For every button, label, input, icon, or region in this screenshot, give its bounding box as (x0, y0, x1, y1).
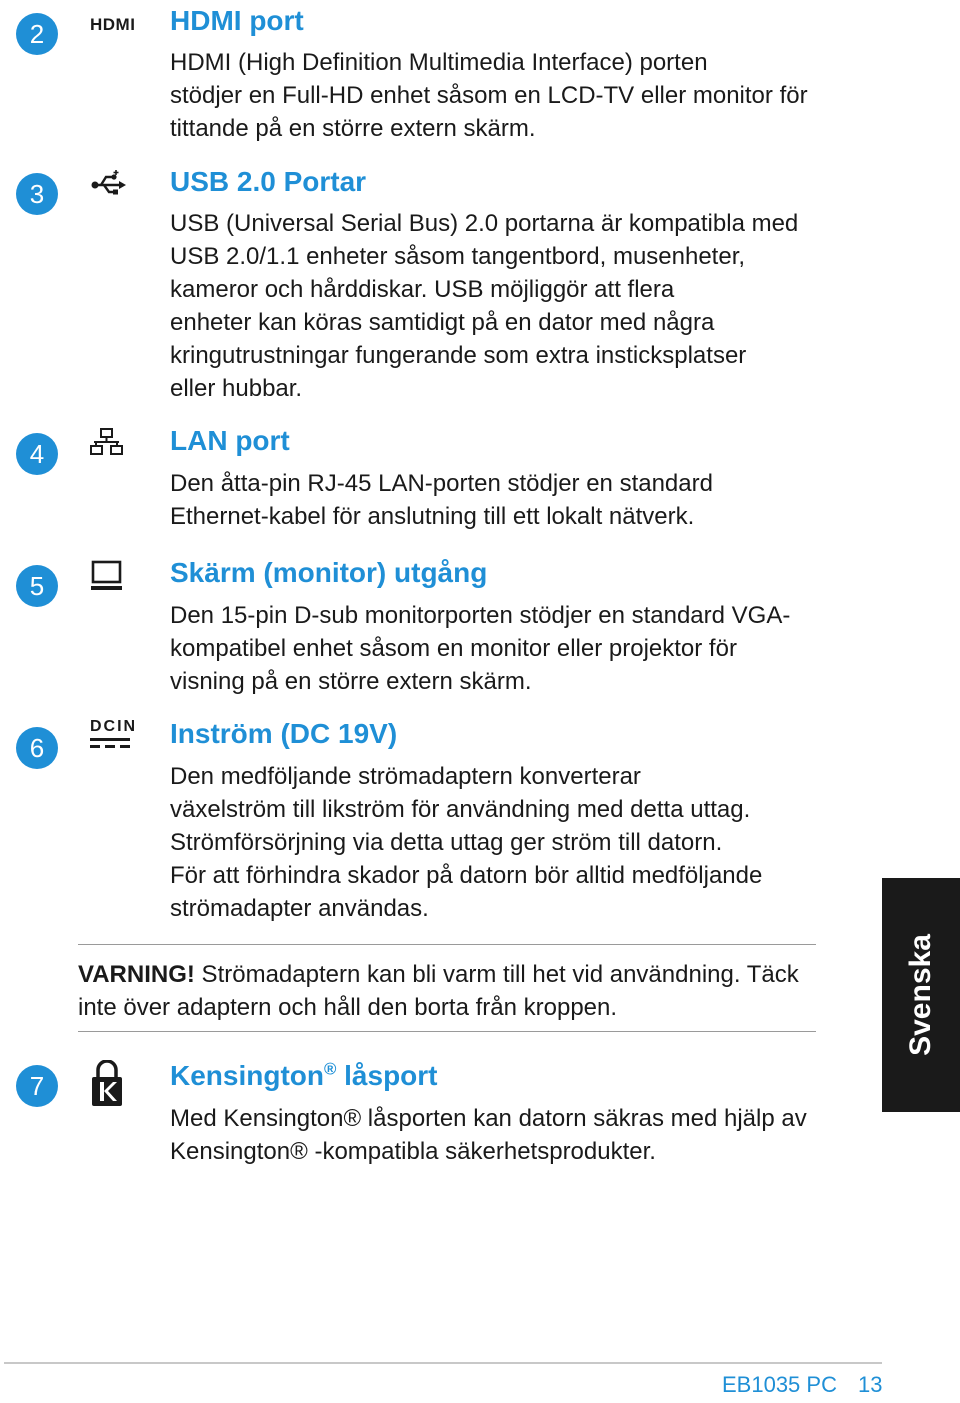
monitor-icon (90, 560, 124, 597)
section-title: Skärm (monitor) utgång (170, 557, 488, 588)
description-line: USB 2.0/1.1 enheter såsom tangentbord, musenheter, (170, 243, 746, 270)
description-line: kompatibel enhet såsom en monitor eller projektor för (170, 635, 737, 662)
warning-label: VARNING! (78, 961, 195, 988)
warning-line (78, 958, 838, 991)
description-line: kringutrustningar fungerande som extra insticksplatser (170, 342, 747, 369)
description-line: HDMI (High Definition Multimedia Interface) porten (170, 49, 708, 76)
section-title: LAN port (170, 425, 290, 456)
description-line: tittande på en större extern skärm. (170, 115, 536, 142)
footer-divider (4, 1362, 882, 1364)
section-number-badge: 7 (16, 1065, 58, 1107)
dc-in-label: DCIN (90, 718, 138, 735)
title-suffix: låsport (336, 1060, 438, 1091)
section-number-badge: 6 (16, 727, 58, 769)
description-line: strömadapter användas. (170, 895, 429, 922)
warning-line: inte över adaptern och håll den borta från kroppen. (78, 994, 618, 1021)
description-line: Kensington® -kompatibla säkerhetsprodukter. (170, 1138, 656, 1165)
title-text: Kensington (170, 1060, 324, 1091)
description-line: stödjer en Full-HD enhet såsom en LCD-TV eller monitor för (170, 82, 808, 109)
section-title: HDMI port (170, 5, 304, 36)
description-line: växelström till likström för användning med detta uttag. (170, 796, 751, 823)
section-number-badge: 5 (16, 565, 58, 607)
warning-bottom-divider (78, 1031, 816, 1032)
description-line: enheter kan köras samtidigt på en dator med några (170, 309, 715, 336)
description-line: USB (Universal Serial Bus) 2.0 portarna är kompatibla med (170, 210, 799, 237)
description-line: Strömförsörjning via detta uttag ger ström till datorn. (170, 829, 723, 856)
section-description (170, 207, 830, 405)
section-title: USB 2.0 Portar (170, 166, 367, 197)
section-description (170, 467, 830, 533)
section-title (170, 1060, 438, 1092)
description-line: Den medföljande strömadaptern konverterar (170, 763, 641, 790)
description-line: Med Kensington® låsporten kan datorn säkras med hjälp av (170, 1105, 807, 1132)
lan-icon (90, 428, 124, 461)
section-number-badge: 4 (16, 433, 58, 475)
section-number-badge: 3 (16, 173, 58, 215)
kensington-lock-icon (90, 1060, 124, 1113)
description-line: eller hubbar. (170, 375, 303, 402)
dc-in-icon (90, 718, 137, 750)
description-line: För att förhindra skador på datorn bör alltid medföljande (170, 862, 763, 889)
section-number-badge: 2 (16, 13, 58, 55)
section-description (170, 599, 830, 698)
registered-mark: ® (324, 1059, 337, 1079)
warning-top-divider (78, 944, 816, 945)
description-line: visning på en större extern skärm. (170, 668, 532, 695)
description-line: Ethernet-kabel för anslutning till ett lokalt nätverk. (170, 503, 695, 530)
description-line: kameror och hårddiskar. USB möjliggör att flera (170, 276, 675, 303)
description-line: Den 15-pin D-sub monitorporten stödjer en standard VGA- (170, 602, 791, 629)
language-side-tab (882, 878, 960, 1112)
language-label: Svenska (904, 934, 937, 1056)
section-description (170, 760, 830, 925)
description-line: Den åtta-pin RJ-45 LAN-porten stödjer en standard (170, 470, 713, 497)
section-description (170, 1102, 830, 1168)
usb-icon (90, 170, 126, 203)
footer-page-number: 13 (858, 1372, 883, 1397)
warning-text: Strömadaptern kan bli varm till het vid användning. Täck (194, 961, 799, 988)
section-description (170, 46, 830, 145)
footer-model: EB1035 PC (722, 1372, 837, 1397)
hdmi-icon: HDMI (90, 15, 136, 34)
section-title: Inström (DC 19V) (170, 718, 398, 749)
warning-note (78, 958, 838, 1024)
